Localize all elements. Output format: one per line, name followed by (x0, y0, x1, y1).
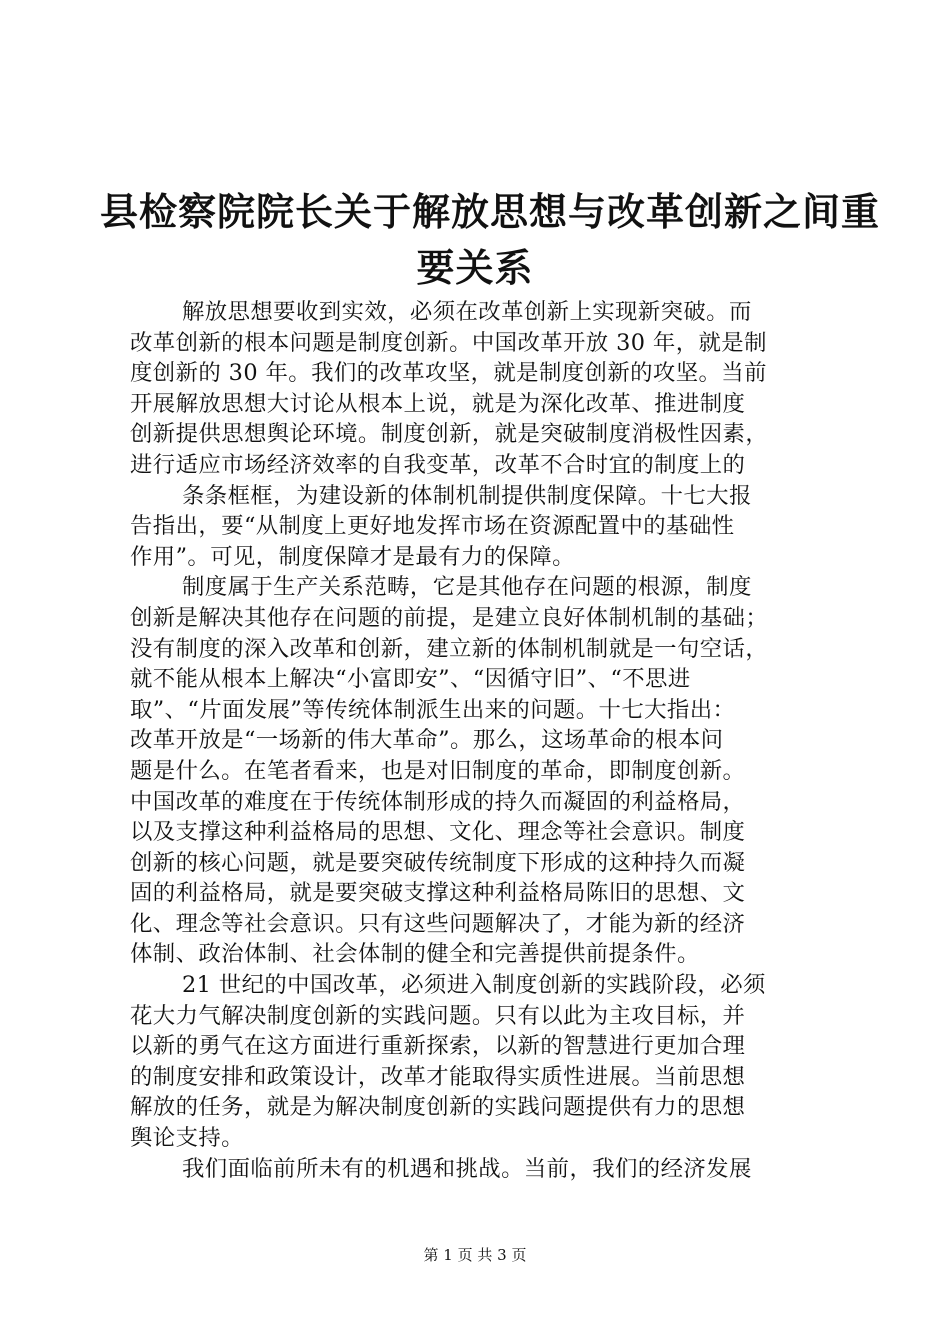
body-line: 度创新的 30 年。我们的改革攻坚，就是制度创新的攻坚。当前 (130, 360, 767, 387)
body-line: 作用”。可见，制度保障才是最有力的保障。 (130, 543, 575, 570)
body-line: 以及支撑这种利益格局的思想、文化、理念等社会意识。制度 (130, 819, 746, 846)
document-body (130, 297, 830, 1184)
body-line: 解放的任务，就是为解决制度创新的实践问题提供有力的思想 (130, 1094, 746, 1121)
document-title-line-2: 要关系 (416, 245, 534, 290)
body-line: 中国改革的难度在于传统体制形成的持久而凝固的利益格局， (130, 788, 746, 815)
body-line: 舆论支持。 (130, 1125, 244, 1152)
body-line: 解放思想要收到实效，必须在改革创新上实现新突破。而 (182, 299, 752, 325)
body-line: 创新提供思想舆论环境。制度创新，就是突破制度消极性因素， (130, 421, 769, 448)
body-line: 化、理念等社会意识。只有这些问题解决了，才能为新的经济 (130, 910, 746, 937)
body-line: 固的利益格局，就是要突破支撑这种利益格局陈旧的思想、文 (130, 880, 746, 907)
body-line: 没有制度的深入改革和创新，建立新的体制机制就是一句空话， (130, 635, 769, 662)
body-line: 制度属于生产关系范畴，它是其他存在问题的根源，制度 (182, 574, 752, 601)
body-line: 进行适应市场经济效率的自我变革，改革不合时宜的制度上的 (130, 451, 746, 478)
body-line: 体制、政治体制、社会体制的健全和完善提供前提条件。 (130, 941, 700, 968)
body-line: 改革开放是“一场新的伟大革命”。那么，这场革命的根本问 (130, 727, 724, 754)
body-line: 改革创新的根本问题是制度创新。中国改革开放 30 年，就是制 (130, 329, 767, 356)
body-line: 告指出，要“从制度上更好地发挥市场在资源配置中的基础性 (130, 513, 735, 540)
body-line: 以新的勇气在这方面进行重新探索，以新的智慧进行更加合理 (130, 1033, 746, 1060)
body-line: 我们面临前所未有的机遇和挑战。当前，我们的经济发展 (182, 1155, 752, 1182)
body-line: 条条框框，为建设新的体制机制提供制度保障。十七大报 (182, 482, 752, 509)
body-line: 创新的核心问题，就是要突破传统制度下形成的这种持久而凝 (130, 849, 746, 876)
body-line: 题是什么。在笔者看来，也是对旧制度的革命，即制度创新。 (130, 757, 746, 784)
body-line: 的制度安排和政策设计，改革才能取得实质性进展。当前思想 (130, 1063, 746, 1090)
body-line: 花大力气解决制度创新的实践问题。只有以此为主攻目标，并 (130, 1002, 746, 1029)
body-line: 创新是解决其他存在问题的前提，是建立良好体制机制的基础； (130, 604, 769, 631)
body-line: 取”、“片面发展”等传统体制派生出来的问题。十七大指出： (130, 696, 736, 723)
page-footer: 第 1 页 共 3 页 (423, 1246, 527, 1264)
body-line: 21 世纪的中国改革，必须进入制度创新的实践阶段，必须 (182, 972, 766, 999)
body-line: 就不能从根本上解决“小富即安”、“因循守旧”、“不思进 (130, 666, 691, 693)
document-title-line-1: 县检察院院长关于解放思想与改革创新之间重 (100, 189, 881, 234)
body-line: 开展解放思想大讨论从根本上说，就是为深化改革、推进制度 (130, 390, 746, 417)
